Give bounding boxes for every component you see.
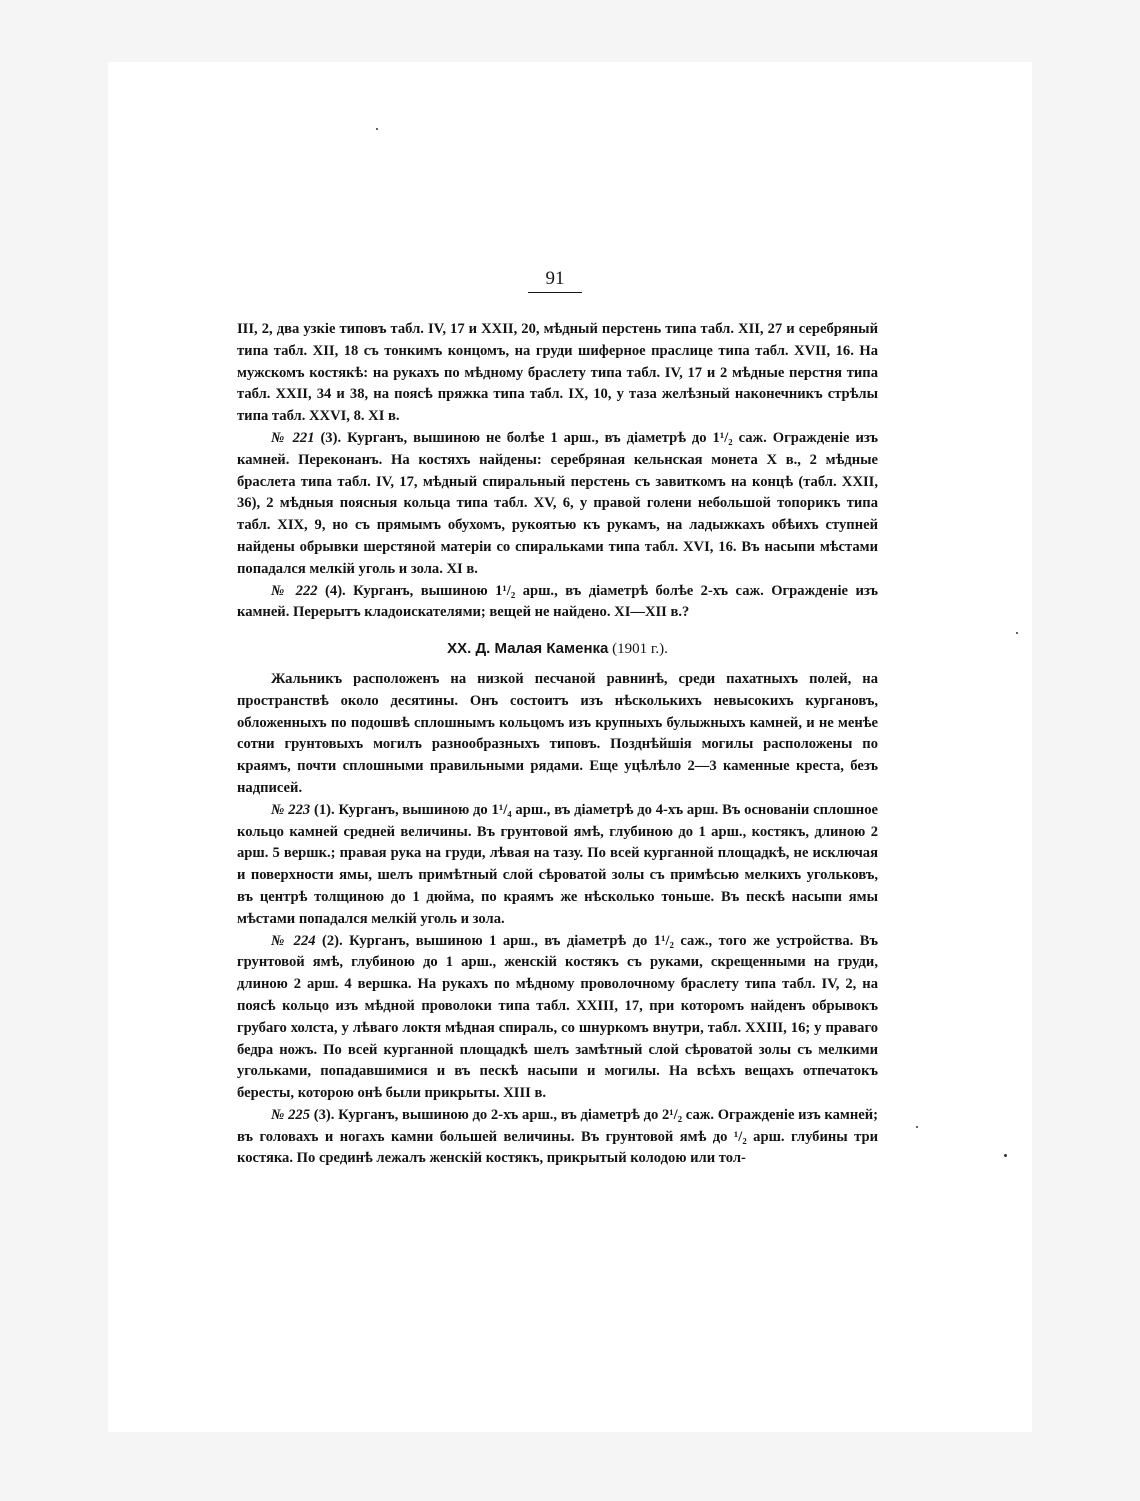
entry-text: (4). Курганъ, вышиною 1¹/₂ арш., въ діаметрѣ болѣе 2-хъ саж. Огражденіе изъ камней. Перерытъ кладоискателями; вещей не найдено. XI—XII в.? — [237, 582, 878, 621]
paragraph-entry-222 — [237, 581, 878, 625]
scan-speck — [1016, 632, 1018, 634]
body-text — [237, 319, 878, 1170]
scan-speck — [376, 128, 378, 130]
entry-number: № 221 — [271, 429, 315, 446]
paragraph-entry-225 — [237, 1105, 878, 1170]
entry-text: (2). Курганъ, вышиною 1 арш., въ діаметрѣ до 1¹/₂ саж., того же устройства. Въ грунтовой ямѣ, глубиною до 1 арш., женскій костякъ съ руками, скрещенными на груди, длиною 2 арш. 4 вершка. На рукахъ по мѣдному проволочному браслету типа табл. IV, 2, на поясѣ кольцо изъ мѣдной проволоки типа табл. XXIII, 17, при которомъ найденъ обрывокъ грубаго холста, у лѣваго локтя мѣдная спираль, со шнуркомъ внутри, табл. XXIII, 16; у праваго бедра ножъ. По всей курганной площадкѣ шелъ замѣтный слой сѣроватой золы съ мелкими угольками, попадавшимися и въ пескѣ насыпи и могилы. На всѣхъ вещахъ отпечатокъ бересты, которою онѣ были прикрыты. XIII в. — [237, 932, 878, 1102]
section-intro: Жальникъ расположенъ на низкой песчаной равнинѣ, среди пахатныхъ полей, на пространствѣ около десятины. Онъ состоитъ изъ нѣсколькихъ невысокихъ кургановъ, обложенныхъ по подошвѣ сплошнымъ кольцомъ изъ крупныхъ булыжныхъ камней, и не менѣе сотни грунтовыхъ могилъ разнообразныхъ типовъ. Позднѣйшія могилы расположены по краямъ, почти сплошными правильными рядами. Еще уцѣлѣло 2—3 каменные креста, безъ надписей. — [237, 670, 878, 796]
entry-text: (3). Курганъ, вышиною не болѣе 1 арш., въ діаметрѣ до 1¹/₂ саж. Огражденіе изъ камней. Переконанъ. На костяхъ найдены: серебряная кельнская монета X в., 2 мѣдные браслета типа табл. IV, 17, мѣдный спиральный перстень съ завиткомъ на концѣ (табл. XXII, 36), 2 мѣдныя поясныя кольца типа табл. XV, 6, у правой голени небольшой топорикъ типа табл. XIX, 9, но съ прямымъ обухомъ, рукоятью къ рукамъ, на ладыжкахъ обѣихъ ступней найдены обрывки шерстяной матеріи со спиральками типа табл. XVI, 16. Въ насыпи мѣстами попадался мелкій уголь и зола. XI в. — [237, 429, 878, 577]
section-heading — [237, 638, 878, 661]
entry-number: № 222 — [271, 582, 318, 599]
section-title: XX. Д. Малая Каменка — [447, 640, 609, 658]
entry-text: (3). Курганъ, вышиною до 2-хъ арш., въ діаметрѣ до 2¹/₂ саж. Огражденіе изъ камней; въ головахъ и ногахъ камни большей величины. Въ грунтовой ямѣ до ¹/₂ арш. глубины три костяка. По срединѣ лежалъ женскій костякъ, прикрытый колодою или тол- — [237, 1106, 878, 1167]
entry-number: № 224 — [271, 932, 316, 949]
paragraph-entry-221 — [237, 428, 878, 581]
paragraph-continuation: III, 2, два узкіе типовъ табл. IV, 17 и XXII, 20, мѣдный перстень типа табл. XII, 27 и серебряный типа табл. XII, 18 съ тонкимъ концомъ, на груди шиферное праслице типа табл. XVII, 16. На мужскомъ костякѣ: на рукахъ по мѣдному браслету типа табл. IV, 17 и 2 мѣдные перстня типа табл. XXII, 34 и 38, на поясѣ пряжка типа табл. IX, 10, у таза желѣзный наконечникъ стрѣлы типа табл. XXVI, 8. XI в. — [237, 321, 878, 425]
scan-speck — [916, 1126, 918, 1128]
paragraph-entry-223 — [237, 800, 878, 931]
paragraph-entry-224 — [237, 931, 878, 1105]
entry-text: (1). Курганъ, вышиною до 1¹/₄ арш., въ діаметрѣ до 4-хъ арш. Въ основаніи сплошное кольцо камней средней величины. Въ грунтовой ямѣ, глубиною до 1 арш., костякъ, длиною 2 арш. 5 вершк.; правая рука на груди, лѣвая на тазу. По всей курганной площадкѣ, не исключая и поверхности ямы, шелъ примѣтный слой сѣроватой золы съ примѣсью мелкихъ угольковъ, въ центрѣ толщиною до 1 дюйма, по краямъ же нѣсколько тоньше. Въ пескѣ насыпи ямы мѣстами попадался мелкій уголь и зола. — [237, 801, 878, 927]
entry-number: № 225 — [271, 1106, 311, 1123]
section-year: (1901 г.). — [608, 641, 668, 658]
entry-number: № 223 — [271, 801, 311, 818]
page-number: 91 — [528, 268, 582, 293]
scan-speck — [1004, 1154, 1007, 1157]
